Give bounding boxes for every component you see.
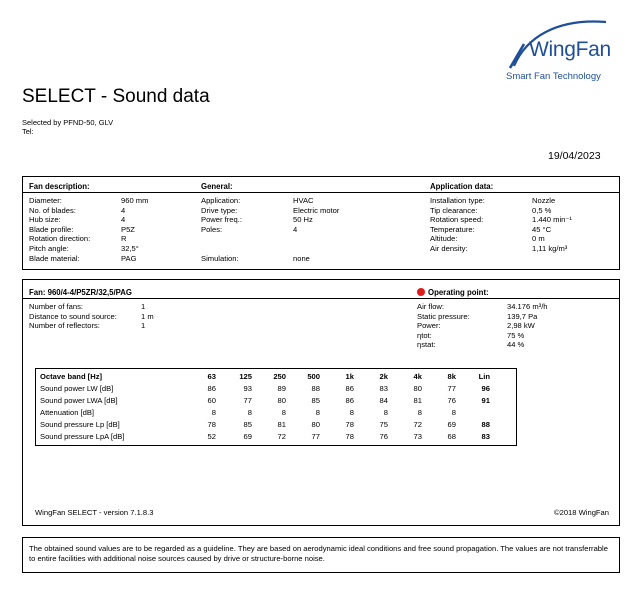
column-header: 250 [273,372,286,381]
cell: 80 [413,384,422,393]
page-title: SELECT - Sound data [22,86,210,107]
cell-total: 88 [481,420,490,429]
label: Static pressure: [417,311,470,321]
fan-description-values [121,196,148,263]
cell: 93 [243,384,252,393]
value: 75 % [507,330,525,340]
value: 4 [121,205,126,215]
value: 139,7 Pa [507,311,538,321]
cell: 69 [447,420,456,429]
cell-total: 96 [481,384,490,393]
column-header: 2k [379,372,388,381]
cell: 60 [207,396,216,405]
cell: 78 [345,432,354,441]
column-header: 1k [345,372,354,381]
label: Blade material: [29,253,80,263]
value: 4 [293,224,298,234]
fan-info-panel [22,176,620,270]
value: 0 m [532,234,545,244]
value: 0,5 % [532,205,552,215]
wingfan-logo [496,8,626,88]
value: 50 Hz [293,215,313,225]
value: 32,5° [121,243,139,253]
cell: 86 [345,384,354,393]
row-label: Attenuation [dB] [40,408,95,417]
fan-description-labels [29,196,90,263]
fan-model-heading: Fan: 960/4-4/P5ZR/32,5/PAG [29,288,132,297]
report-date: 19/04/2023 [548,150,601,162]
label: Tip clearance: [430,205,478,215]
cell: 77 [243,396,252,405]
cell-total: 91 [481,396,490,405]
selected-by: Selected by PFND-50, GLV [22,118,114,127]
cell: 8 [211,408,216,417]
cell: 86 [345,396,354,405]
value: HVAC [293,196,314,205]
cell: 8 [383,408,388,417]
label: Number of reflectors: [29,321,100,331]
application-data-heading: Application data: [430,182,494,191]
label: Hub size: [29,215,61,225]
cell: 86 [207,384,216,393]
cell: 68 [447,432,456,441]
value: 960 mm [121,196,149,205]
disclaimer-panel [22,537,620,573]
cell: 84 [379,396,388,405]
cell: 75 [379,420,388,429]
label: Pitch angle: [29,243,69,253]
column-header: Lin [478,372,490,381]
cell: 85 [243,420,252,429]
cell: 72 [277,432,286,441]
label: Installation type: [430,196,485,205]
fan-description-heading: Fan description: [29,182,90,191]
cell: 77 [447,384,456,393]
label: Poles: [201,224,223,234]
operating-point-labels [417,302,470,350]
sound-data-panel [22,279,620,526]
octave-band-table [35,368,517,446]
value: P5Z [121,224,135,234]
cell: 8 [349,408,354,417]
row-label: Sound pressure LpA [dB] [40,432,125,441]
column-header: 500 [307,372,320,381]
cell: 8 [451,408,456,417]
column-header: 8k [447,372,456,381]
row-label: Sound pressure Lp [dB] [40,420,120,429]
label: Rotation speed: [430,215,484,225]
cell: 72 [413,420,422,429]
label: No. of blades: [29,205,76,215]
value: 1.440 min⁻¹ [532,215,572,225]
application-data-labels [430,196,485,254]
application-data-values [532,196,572,254]
label: ηtot: [417,330,432,340]
cell: 78 [345,420,354,429]
fan-labels [29,302,117,331]
column-header: 125 [239,372,252,381]
cell: 8 [417,408,422,417]
label: Rotation direction: [29,234,91,244]
column-header: 63 [207,372,216,381]
general-labels [201,196,242,234]
cell: 8 [315,408,320,417]
operating-point-indicator-icon [417,288,425,296]
label: Power freq.: [201,215,242,225]
divider [23,192,619,193]
label: Application: [201,196,241,205]
value: 45 °C [532,224,552,234]
cell: 76 [379,432,388,441]
fan-values [141,302,154,331]
disclaimer-text: The obtained sound values are to be regarded as a guideline. They are based on aerodynamic ideal conditions and free sound propagation. The values are not transferrable to entire facilities with additional noise sources caused by drive or structure-borne noise. [29,544,608,563]
table-header-row [40,372,510,383]
row-label: Sound power LW [dB] [40,384,114,393]
operating-point-values [507,302,548,350]
general-heading: General: [201,182,233,191]
selected-by-info [22,118,113,136]
cell: 80 [277,396,286,405]
cell: 8 [281,408,286,417]
value: 4 [121,215,126,225]
label: Distance to sound source: [29,311,117,321]
value: 2,98 kW [507,321,535,331]
label: Air density: [430,243,468,253]
label: Drive type: [201,205,238,215]
simulation-value: none [293,254,310,263]
software-version: WingFan SELECT - version 7.1.8.3 [35,508,154,517]
value: 34.176 m³/h [507,302,548,311]
table-row [40,432,510,443]
brand-tagline: Smart Fan Technology [506,71,601,82]
label: Blade profile: [29,224,74,234]
label: Altitude: [430,234,458,244]
label: ηstat: [417,340,436,350]
cell: 8 [247,408,252,417]
value: 1 [141,321,146,331]
cell-total: 83 [481,432,490,441]
cell: 73 [413,432,422,441]
brand-name: WingFan [529,38,611,61]
cell: 69 [243,432,252,441]
general-values [293,196,339,234]
cell: 77 [311,432,320,441]
cell: 81 [413,396,422,405]
cell: 83 [379,384,388,393]
value: Nozzle [532,196,556,205]
column-header: Octave band [Hz] [40,372,103,381]
value: 1,11 kg/m³ [532,243,568,253]
cell: 76 [447,396,456,405]
operating-point-heading: Operating point: [428,288,489,297]
value: Electric motor [293,205,340,215]
simulation-label: Simulation: [201,254,239,263]
cell: 88 [311,384,320,393]
label: Diameter: [29,196,62,205]
cell: 89 [277,384,286,393]
value: 44 % [507,340,525,350]
tel-label: Tel: [22,127,34,136]
value: 1 [141,302,146,311]
table-row [40,396,510,407]
value: R [121,234,127,244]
table-row [40,420,510,431]
label: Temperature: [430,224,475,234]
cell: 78 [207,420,216,429]
divider [23,298,619,299]
row-label: Sound power LWA [dB] [40,396,118,405]
copyright: ©2018 WingFan [554,508,609,517]
value: 1 m [141,311,154,321]
cell: 52 [207,432,216,441]
value: PAG [121,253,137,263]
label: Air flow: [417,302,445,311]
table-row [40,408,510,419]
column-header: 4k [413,372,422,381]
label: Power: [417,321,441,331]
cell: 80 [311,420,320,429]
cell: 85 [311,396,320,405]
label: Number of fans: [29,302,84,311]
cell: 81 [277,420,286,429]
table-row [40,384,510,395]
